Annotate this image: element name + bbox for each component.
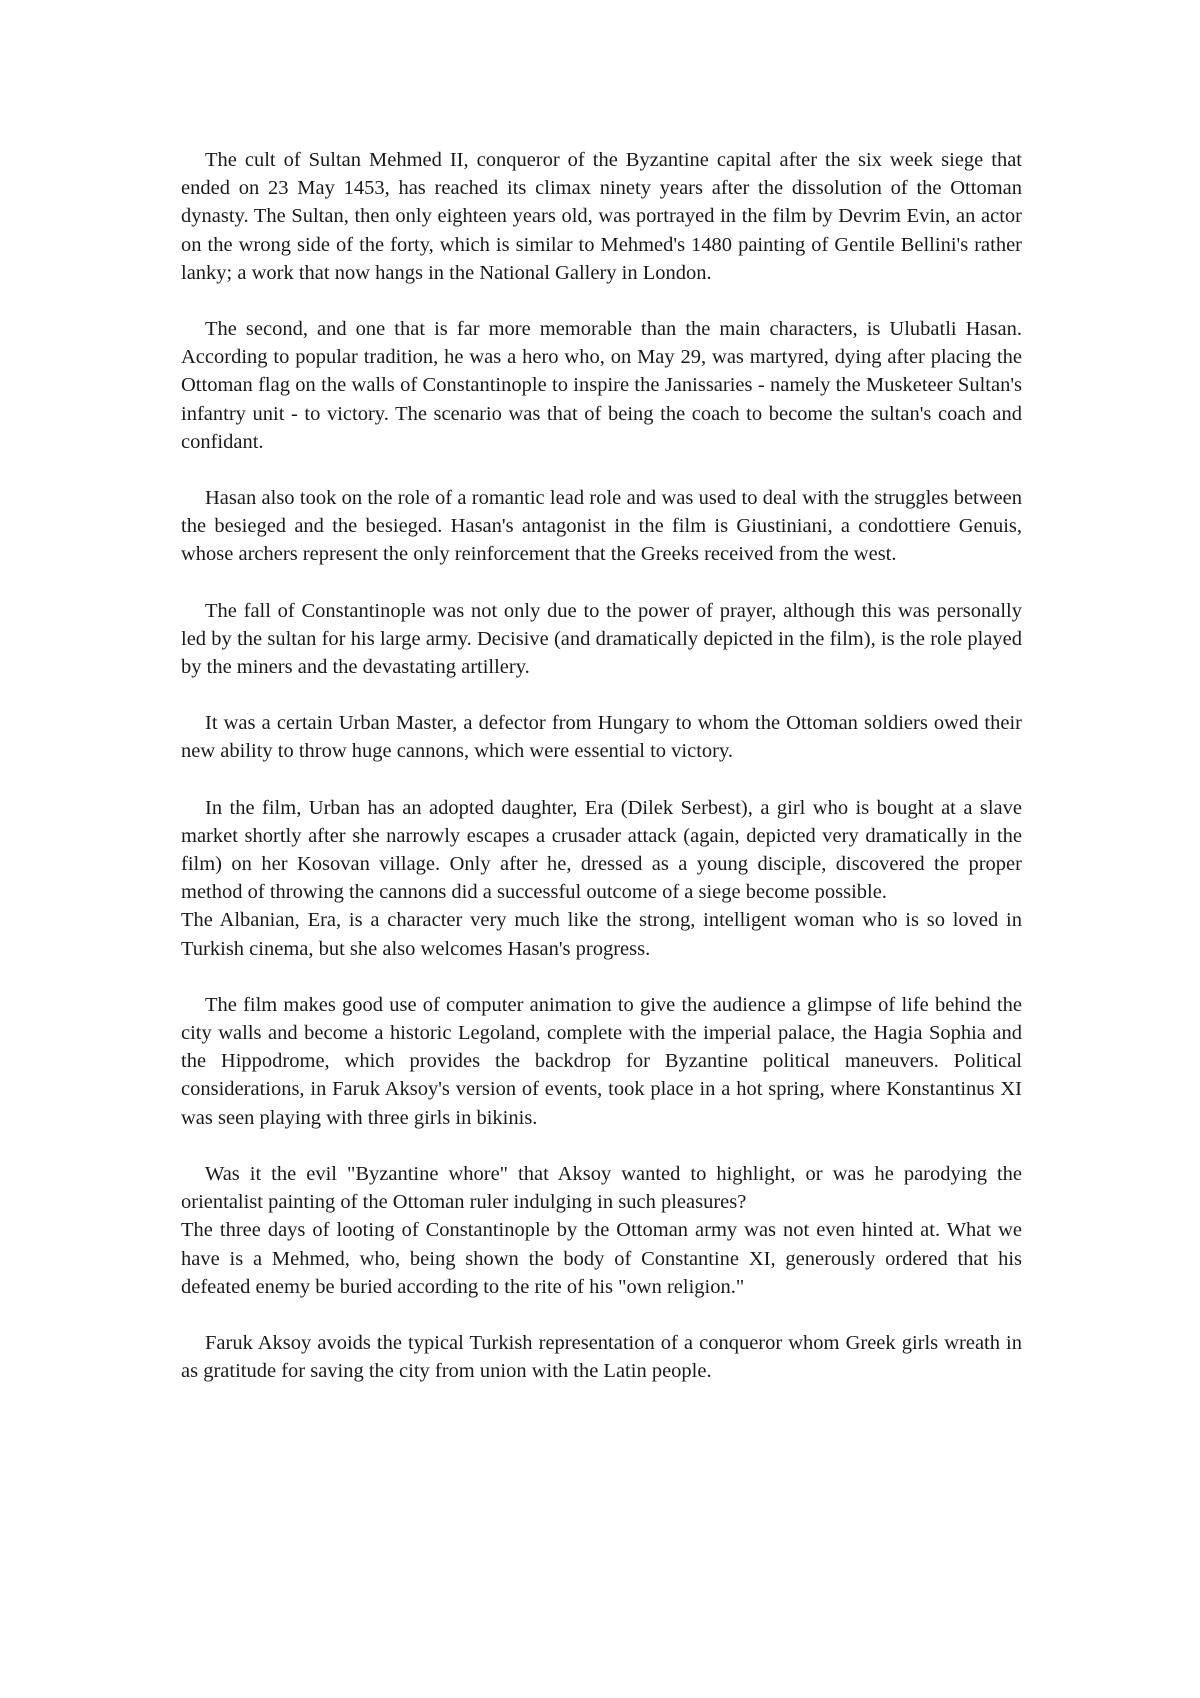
paragraph-era-daughter: In the film, Urban has an adopted daughter, Era (Dilek Serbest), a girl who is bought at a slave market shortly after she narrowly escapes a crusader attack (again, depicted very dramatically in the film) on her Kosovan village. Only after he, dressed as a young disciple, discovered the proper method of throwing the cannons did a successful outcome of a siege become possible.: [181, 796, 1022, 904]
paragraph-albanian-era: The Albanian, Era, is a character very much like the strong, intelligent woman who is so loved in Turkish cinema, but she also welcomes Hasan's progress.: [181, 909, 1022, 960]
paragraph-byzantine-whore: Was it the evil "Byzantine whore" that Aksoy wanted to highlight, or was he parodying the orientalist painting of the Ottoman ruler indulging in such pleasures?: [181, 1162, 1022, 1214]
paragraph-looting: The three days of looting of Constantinople by the Ottoman army was not even hinted at. What we have is a Mehmed, who, being shown the body of Constantine XI, generously ordered that his defeated enemy be buried according to the rite of his "own religion.": [181, 1219, 1022, 1298]
paragraph-urban-master: It was a certain Urban Master, a defector from Hungary to whom the Ottoman soldiers owed their new ability to throw huge cannons, which were essential to victory.: [181, 712, 1022, 763]
paragraph-ulubatli-hasan: The second, and one that is far more memorable than the main characters, is Ulubatli Hasan. According to popular tradition, he was a hero who, on May 29, was martyred, dying after placing the Ottoman flag on the walls of Constantinople to inspire the Janissaries - namely the Musketeer Sultan's infantry unit - to victory. The scenario was that of being the coach to become the sultan's coach and confidant.: [181, 318, 1022, 453]
document-page: [181, 146, 1022, 1413]
paragraph-hasan-role: Hasan also took on the role of a romantic lead role and was used to deal with the struggles between the besieged and the besieged. Hasan's antagonist in the film is Giustiniani, a condottiere Genuis, whose archers represent the only reinforcement that the Greeks received from the west.: [181, 487, 1022, 566]
paragraph-mehmed-cult: The cult of Sultan Mehmed II, conqueror of the Byzantine capital after the six week siege that ended on 23 May 1453, has reached its climax ninety years after the dissolution of the Ottoman dynasty. The Sultan, then only eighteen years old, was portrayed in the film by Devrim Evin, an actor on the wrong side of the forty, which is similar to Mehmed's 1480 painting of Gentile Bellini's rather lanky; a work that now hangs in the National Gallery in London.: [181, 149, 1022, 284]
paragraph-computer-animation: The film makes good use of computer animation to give the audience a glimpse of life behind the city walls and become a historic Legoland, complete with the imperial palace, the Hagia Sophia and the Hippodrome, which provides the backdrop for Byzantine political maneuvers. Political considerations, in Faruk Aksoy's version of events, took place in a hot spring, where Konstantinus XI was seen playing with three girls in bikinis.: [181, 993, 1022, 1129]
paragraph-faruk-aksoy: Faruk Aksoy avoids the typical Turkish representation of a conqueror whom Greek girls wreath in as gratitude for saving the city from union with the Latin people.: [181, 1331, 1022, 1383]
paragraph-fall-of-constantinople: The fall of Constantinople was not only due to the power of prayer, although this was personally led by the sultan for his large army. Decisive (and dramatically depicted in the film), is the role played by the miners and the devastating artillery.: [181, 599, 1022, 679]
